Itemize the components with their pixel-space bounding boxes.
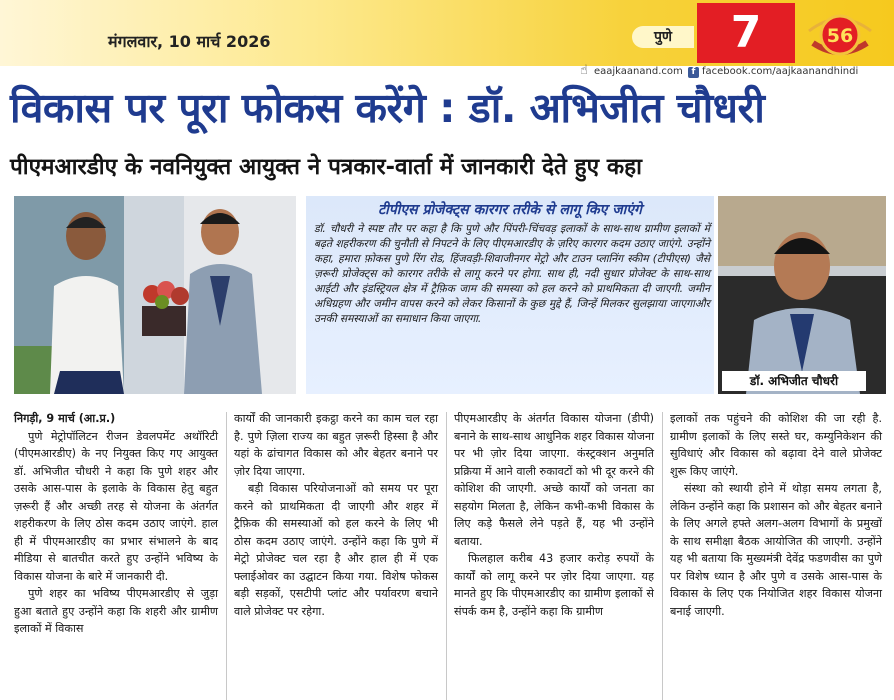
paragraph: कार्यों की जानकारी इकट्ठा करने का काम चल रहा है. पुणे ज़िला राज्य का बहुत ज़रूरी हिस्सा है और यहां के ढांचागत विकास को और बेहतर बनाने पर ज़ोर दिया जाएगा. xyxy=(234,412,438,478)
column-divider xyxy=(662,412,663,700)
highlight-title: टीपीएस प्रोजेक्ट्स कारगर तरीके से लागू किए जाएंगे xyxy=(378,202,642,218)
column-divider xyxy=(226,412,227,700)
facebook-icon: f xyxy=(688,67,699,78)
highlight-box xyxy=(306,196,714,394)
portrait-caption: डॉ. अभिजीत चौधरी xyxy=(722,371,866,391)
article-column-3 xyxy=(454,410,654,620)
photo-bouquet-handover xyxy=(14,196,296,394)
portrait-photo xyxy=(718,196,886,394)
anniversary-number: 56 xyxy=(826,25,854,47)
paragraph: फिलहाल करीब 43 हजार करोड़ रुपयों के कार्यों को लागू करने पर ज़ोर दिया जाएगा. यह मानते हुए कि पीएमआरडीए का ग्रामीण इलाकों से संपर्क कम है, उन्होंने कहा कि ग्रामीण xyxy=(454,552,654,618)
city-label: पुणे xyxy=(632,26,694,48)
paragraph: इलाकों तक पहुंचने की कोशिश की जा रही है. ग्रामीण इलाकों के लिए सस्ते घर, कम्युनिकेशन की सुविधाएं और विकास को बढ़ावा देने वाले प्रोजेक्ट शुरू किए जाएंगे. xyxy=(670,412,882,478)
paragraph: पुणे शहर का भविष्य पीएमआरडीए से जुड़ा हुआ बताते हुए उन्होंने कहा कि शहरी और ग्रामीण इलाकों में विकास xyxy=(14,587,218,635)
page-number: 7 xyxy=(697,3,795,63)
paragraph: बड़ी विकास परियोजनाओं को समय पर पूरा करने को प्राथमिकता दी जाएगी और शहर में ट्रैफ़िक की समस्याओं को हल करने के लिए भी ठोस कदम उठाए जाएंगे. उन्होंने कहा कि पुणे में मेट्रो प्रोजेक्ट चल रहा है और हाल ही में एक फ्लाईओवर का उद्घाटन किया गया. विशेष फोकस बड़ी सड़कों, एसटीपी प्लांट और पर्यावरण बचाने वाले प्रोजेक्ट पर रहेगा. xyxy=(234,482,438,618)
article-column-4 xyxy=(670,410,882,620)
website-link[interactable]: eaajkaanand.com xyxy=(594,66,683,77)
paragraph: संस्था को स्थायी होने में थोड़ा समय लगता है, लेकिन उन्होंने कहा कि प्रशासन को और बेहतर बनाने के लिए अगले हफ्ते अलग-अलग विभागों के प्रमुखों के साथ समीक्षा बैठक आयोजित की जाएगी. उन्होंने यह भी बताया कि मुख्यमंत्री देवेंद्र फडणवीस का पुणे पर विशेष ध्यान है और पुणे व उसके आस-पास के विकास के लिए एक नियोजित शहर विकास योजना बनाई जाएगी. xyxy=(670,482,882,618)
highlight-text: डॉ. चौधरी ने स्पष्ट तौर पर कहा है कि पुणे और पिंपरी-चिंचवड़ इलाकों के साथ-साथ ग्रामीण इलाकों में बढ़ते शहरीकरण की चुनौती से निपटने के लिए पीएमआरडीए के ज़रिए कारगर कदम उठाए जाएंगे. उन्होंने कहा, हमारा फ़ोकस पुणे रिंग रोड, हिंजवड़ी-शिवाजीनगर मेट्रो और टाउन प्लानिंग स्कीम (टीपीएस) जैसे ज़रूरी प्रोजेक्ट्स को कारगर तरीके से लागू करने पर होगा. साथ ही, नदी सुधार प्रोजेक्ट के साथ-साथ आईटी और इंडस्ट्रियल क्षेत्र में ट्रैफ़िक जाम की समस्या को हल करने को प्राथमिकता दी जाएगी. जमीन अधिग्रहण और जमीन वापस करने को लेकर किसानों के कुछ मुद्दे हैं, जिन्हें मिलकर सुलझाया जाएगाऔर उनकी समस्याओं का समाधान किया जाएगा. xyxy=(314,223,710,325)
paragraph: पीएमआरडीए के अंतर्गत विकास योजना (डीपी) बनाने के साथ-साथ आधुनिक शहर विकास योजना पर भी ज़ोर दिया जाएगा. कंस्ट्रक्शन अनुमति प्रक्रिया में आने वाली रुकावटों को भी दूर करने की कोशिश की जाएगी. अच्छे कार्यों को जनता का सहयोग मिलता है, लेकिन कभी-कभी विकास के लिए कड़े फैसले लेने पड़ते हैं, यह भी उन्होंने बताया. xyxy=(454,412,654,548)
article-column-2 xyxy=(234,410,438,620)
issue-date: मंगलवार, 10 मार्च 2026 xyxy=(108,32,271,51)
facebook-link[interactable]: facebook.com/aajkaanandhindi xyxy=(702,66,859,77)
paragraph: पुणे मेट्रोपॉलिटन रीजन डेवलपमेंट अथॉरिटी (पीएमआरडीए) के नए नियुक्त किए गए आयुक्त डॉ. अभिजीत चौधरी ने कहा कि पुणे शहर और उसके आस-पास के इलाके के विकास हेतु बहुत ज़रूरी हैं और अच्छी तरह से योजना के अंतर्गत शहरीकरण के लिए ठोस कदम उठाए जाएंगे. हाल ही में पीएमआरडीए का प्रभार संभालने के बाद मीडिया से बातचीत करते हुए उन्होंने भविष्य के विकास योजना के बारे में जानकारी दी. xyxy=(14,429,218,583)
subheadline: पीएमआरडीए के नवनियुक्त आयुक्त ने पत्रकार-वार्ता में जानकारी देते हुए कहा xyxy=(10,154,642,180)
dateline: निगड़ी, 9 मार्च (आ.प्र.) xyxy=(14,412,116,425)
pointing-hand-icon: ☝ xyxy=(580,63,588,78)
anniversary-badge xyxy=(803,3,877,63)
article-column-1 xyxy=(14,410,218,638)
headline: विकास पर पूरा फोकस करेंगे : डॉ. अभिजीत चौधरी xyxy=(10,84,765,132)
column-divider xyxy=(446,412,447,700)
